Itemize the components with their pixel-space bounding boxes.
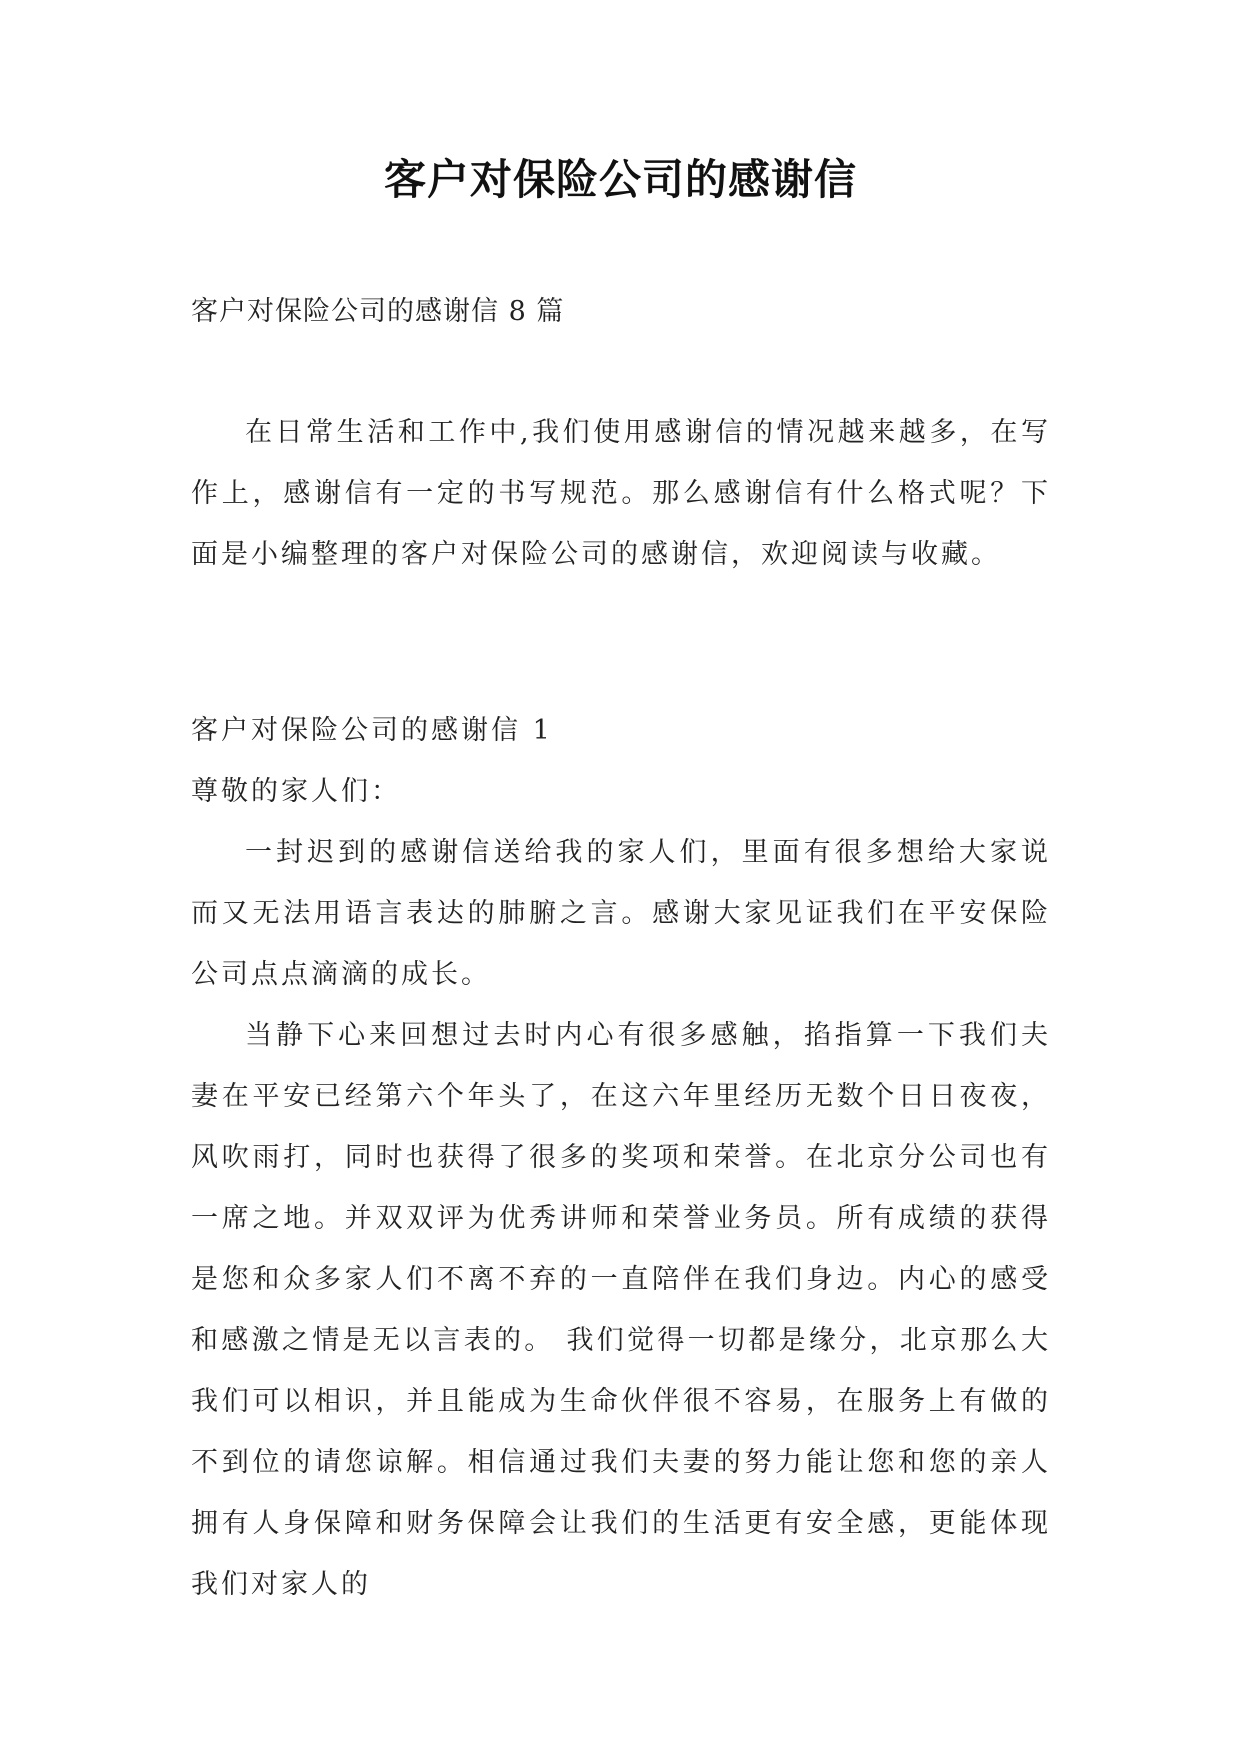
intro-text: 在日常生活和工作中,我们使用感谢信的情况越来越多，在写作上，感谢信有一定的书写规范。那么感谢信有什么格式呢？下面是小编整理的客户对保险公司的感谢信，欢迎阅读与收藏。 [191, 417, 1051, 570]
letter-section [191, 700, 1051, 1615]
document-title: 客户对保险公司的感谢信 [383, 155, 857, 204]
document-subtitle: 客户对保险公司的感谢信 8 篇 [191, 296, 565, 327]
letter-paragraph-1: 一封迟到的感谢信送给我的家人们，里面有很多想给大家说而又无法用语言表达的肺腑之言。感谢大家见证我们在平安保险公司点点滴滴的成长。 [191, 837, 1051, 990]
intro-paragraph [191, 402, 1051, 585]
section-heading: 客户对保险公司的感谢信 1 [191, 715, 553, 746]
letter-paragraph-2: 当静下心来回想过去时内心有很多感触，掐指算一下我们夫妻在平安已经第六个年头了，在这六年里经历无数个日日夜夜，风吹雨打，同时也获得了很多的奖项和荣誉。在北京分公司也有一席之地。并双双评为优秀讲师和荣誉业务员。所有成绩的获得是您和众多家人们不离不弃的一直陪伴在我们身边。内心的感受和感激之情是无以言表的。 我们觉得一切都是缘分，北京那么大我们可以相识，并且能成为生命伙伴很不容易，在服务上有做的不到位的请您谅解。相信通过我们夫妻的努力能让您和您的亲人拥有人身保障和财务保障会让我们的生活更有安全感，更能体现我们对家人的 [191, 1020, 1051, 1600]
salutation: 尊敬的家人们： [191, 776, 401, 807]
